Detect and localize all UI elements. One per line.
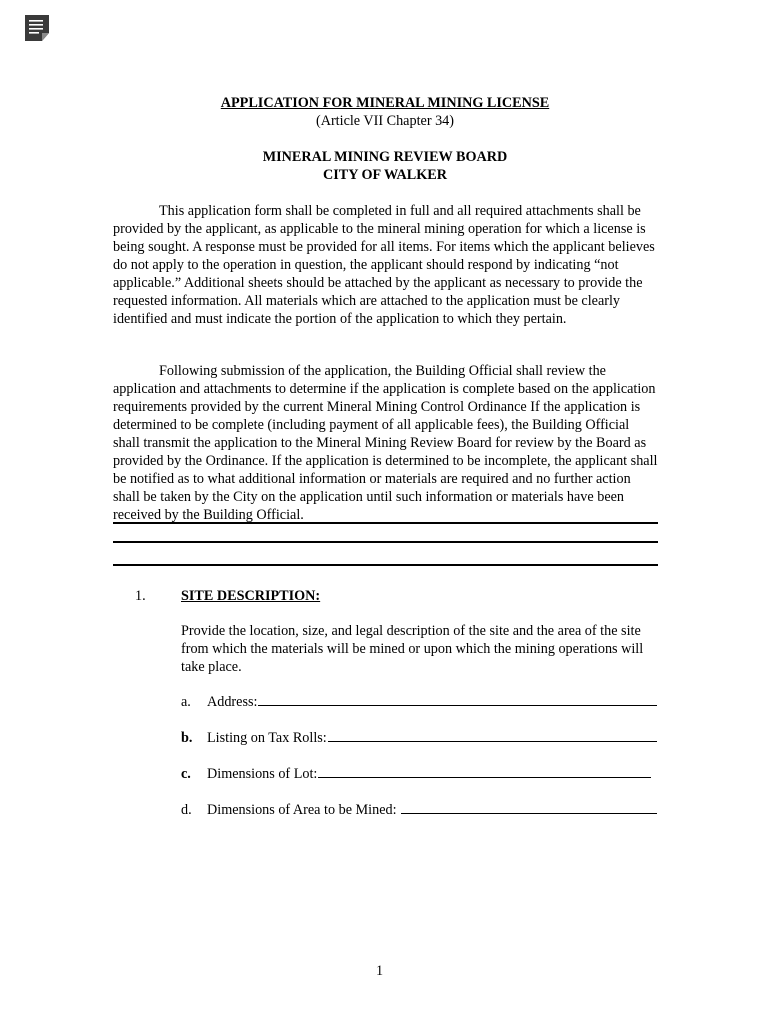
field-label: Dimensions of Area to be Mined: — [207, 802, 401, 818]
field-letter: d. — [181, 802, 192, 818]
field-letter: a. — [181, 694, 191, 710]
note-icon[interactable] — [24, 14, 50, 42]
city-name: CITY OF WALKER — [322, 167, 448, 183]
address-field[interactable] — [181, 692, 657, 710]
field-letter: b. — [181, 730, 193, 746]
instructions-paragraph: This application form shall be completed in full and all required attachments shall be provided by the applicant, as applicable to the mineral mining operation for which a license is being sought. A response must be provided for all items. For items which the applicant believes do not apply to the operation in question, the applicant should respond by indicating “not applicable.” Additional sheets should be attached by the applicant as necessary to provide the requested information. All materials which are attached to the application must be clearly identified and must indicate the portion of the application to which they pertain. — [113, 203, 655, 327]
document-title: APPLICATION FOR MINERAL MINING LICENSE — [220, 95, 550, 111]
section-number: 1. — [135, 588, 146, 604]
divider-line — [113, 541, 658, 543]
field-label: Address: — [207, 694, 258, 710]
field-label: Dimensions of Lot: — [207, 766, 318, 782]
page-number: 1 — [376, 963, 384, 979]
review-paragraph: Following submission of the application, the Building Official shall review the application and attachments to determine if the application is complete based on the application requirements provided by the current Mineral Mining Control Ordinance If the application is determined to be complete (including payment of all applicable fees), the Building Official shall transmit the application to the Mineral Mining Review Board for review by the Board as provided by the Ordinance. If the application is determined to be incomplete, the applicant shall be notified as to what additional information or materials are required and no further action shall be taken by the City on the application until such information or materials have been received by the Building Official. — [113, 363, 658, 523]
address-input[interactable] — [258, 692, 657, 706]
mined-area-field[interactable] — [181, 800, 657, 818]
divider-line — [113, 522, 658, 524]
board-name: MINERAL MINING REVIEW BOARD — [262, 149, 508, 165]
lot-dimensions-input[interactable] — [318, 764, 651, 778]
tax-rolls-field[interactable] — [181, 728, 657, 746]
divider-line — [113, 564, 658, 566]
lot-dimensions-field[interactable] — [181, 764, 651, 782]
section-description: Provide the location, size, and legal description of the site and the area of the site from which the materials will be mined or upon which the mining operations will take place. — [181, 623, 644, 675]
tax-rolls-input[interactable] — [328, 728, 657, 742]
mined-area-input[interactable] — [401, 800, 657, 814]
document-subtitle: (Article VII Chapter 34) — [315, 113, 455, 129]
field-label: Listing on Tax Rolls: — [207, 730, 327, 746]
section-title: SITE DESCRIPTION: — [181, 588, 321, 604]
field-letter: c. — [181, 766, 191, 782]
